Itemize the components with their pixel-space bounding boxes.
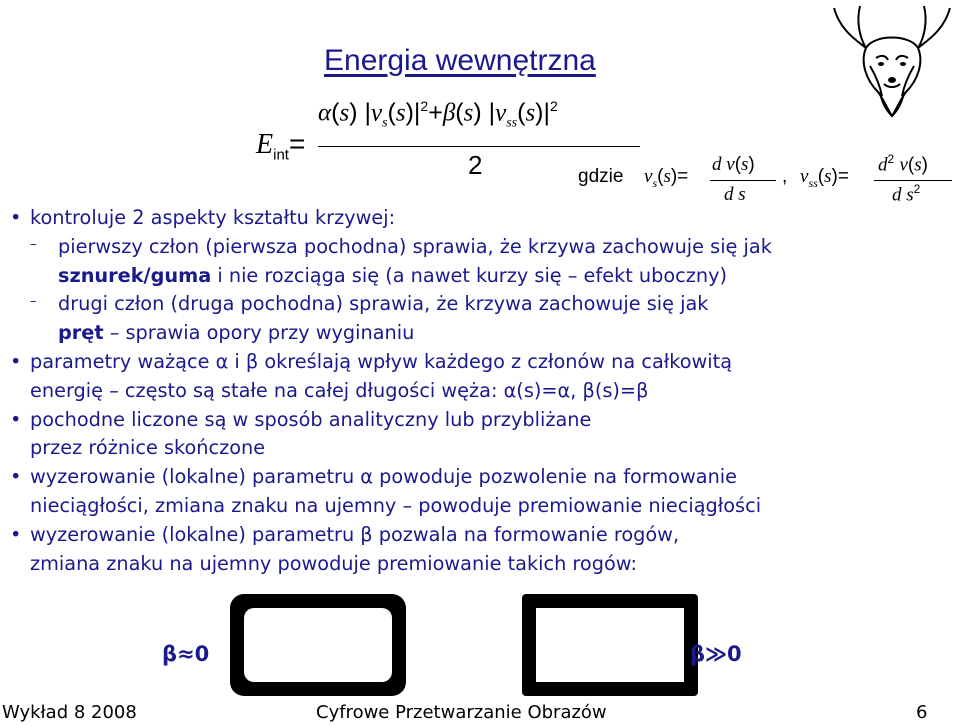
beta-much-greater-zero-label: β≫0 bbox=[690, 642, 742, 666]
formula-fraction-bar bbox=[318, 146, 640, 147]
vs-definition: $v_s(s)=$ bbox=[644, 166, 689, 190]
comma: , bbox=[782, 166, 788, 187]
bullet-list bbox=[10, 204, 950, 578]
example-sharp-rect bbox=[522, 594, 698, 696]
vs-fraction-bar bbox=[710, 180, 776, 181]
formula-gdzie: gdzie bbox=[578, 166, 624, 187]
bullet-dot-icon: • bbox=[10, 349, 22, 373]
vss-definition: $v_{ss}(s)=$ bbox=[800, 166, 849, 190]
slide-title: Energia wewnętrzna bbox=[324, 44, 596, 77]
dash-icon: – bbox=[30, 294, 37, 310]
formula-lhs: $E_{int}=$ bbox=[256, 128, 306, 164]
sub-bullet-item: – drugi człon (druga pochodna) sprawia, że krzywa zachowuje się jak pręt – sprawia opory przy wyginaniu bbox=[10, 290, 950, 348]
bullet-item: • parametry ważące α i β określają wpływ każdego z członów na całkowitą energię – często są stałe na całej długości węża: α(s)=α, β(s)=β bbox=[10, 349, 733, 402]
bullet-item: • wyzerowanie (lokalne) parametru α powoduje pozwolenie na formowanie nieciągłości, zmiana znaku na ujemny – powoduje premiowanie nieciągłości bbox=[10, 465, 762, 517]
vs-denominator: d s bbox=[724, 184, 746, 205]
example-sharp-rect-inner bbox=[536, 608, 684, 682]
footer-course: Cyfrowe Przetwarzanie Obrazów bbox=[316, 702, 607, 723]
bullet-item: • kontroluje 2 aspekty kształtu krzywej: bbox=[10, 204, 950, 233]
bullet-item: • pochodne liczone są w sposób analityczny lub przybliżane przez różnice skończone bbox=[10, 407, 592, 460]
footer-lecture: Wykład 8 2008 bbox=[2, 702, 137, 723]
vss-fraction-bar bbox=[874, 180, 952, 181]
vs-numerator: d v(s) bbox=[712, 154, 755, 175]
formula-numerator: α(s) $|v_s(s)|^2+\beta(s)$ $|v_{ss}(s)|^2$ bbox=[318, 98, 558, 131]
bullet-dot-icon: • bbox=[10, 407, 22, 431]
dash-icon: – bbox=[30, 236, 37, 252]
formula-denominator: 2 bbox=[468, 150, 483, 180]
bullet-dot-icon: • bbox=[10, 206, 22, 229]
bullet-dot-icon: • bbox=[10, 522, 22, 546]
sub-bullet-item: – pierwszy człon (pierwsza pochodna) sprawia, że krzywa zachowuje się jak sznurek/guma i nie rozciąga się (a nawet kurzy się – efekt uboczny) bbox=[10, 233, 950, 291]
vss-denominator: d $s^2$ bbox=[892, 182, 921, 206]
beta-approx-zero-label: β≈0 bbox=[162, 642, 210, 666]
bullet-item: • wyzerowanie (lokalne) parametru β pozwala na formowanie rogów, zmiana znaku na ujemny powoduje premiowanie takich rogów: bbox=[10, 522, 680, 575]
example-rounded-rect-inner bbox=[244, 608, 392, 682]
vss-numerator: $d^2$ v(s) bbox=[878, 152, 928, 176]
example-rounded-rect bbox=[230, 594, 406, 696]
footer-page-number: 6 bbox=[916, 702, 928, 723]
bullet-dot-icon: • bbox=[10, 465, 22, 489]
gnu-logo-icon bbox=[826, 0, 958, 118]
